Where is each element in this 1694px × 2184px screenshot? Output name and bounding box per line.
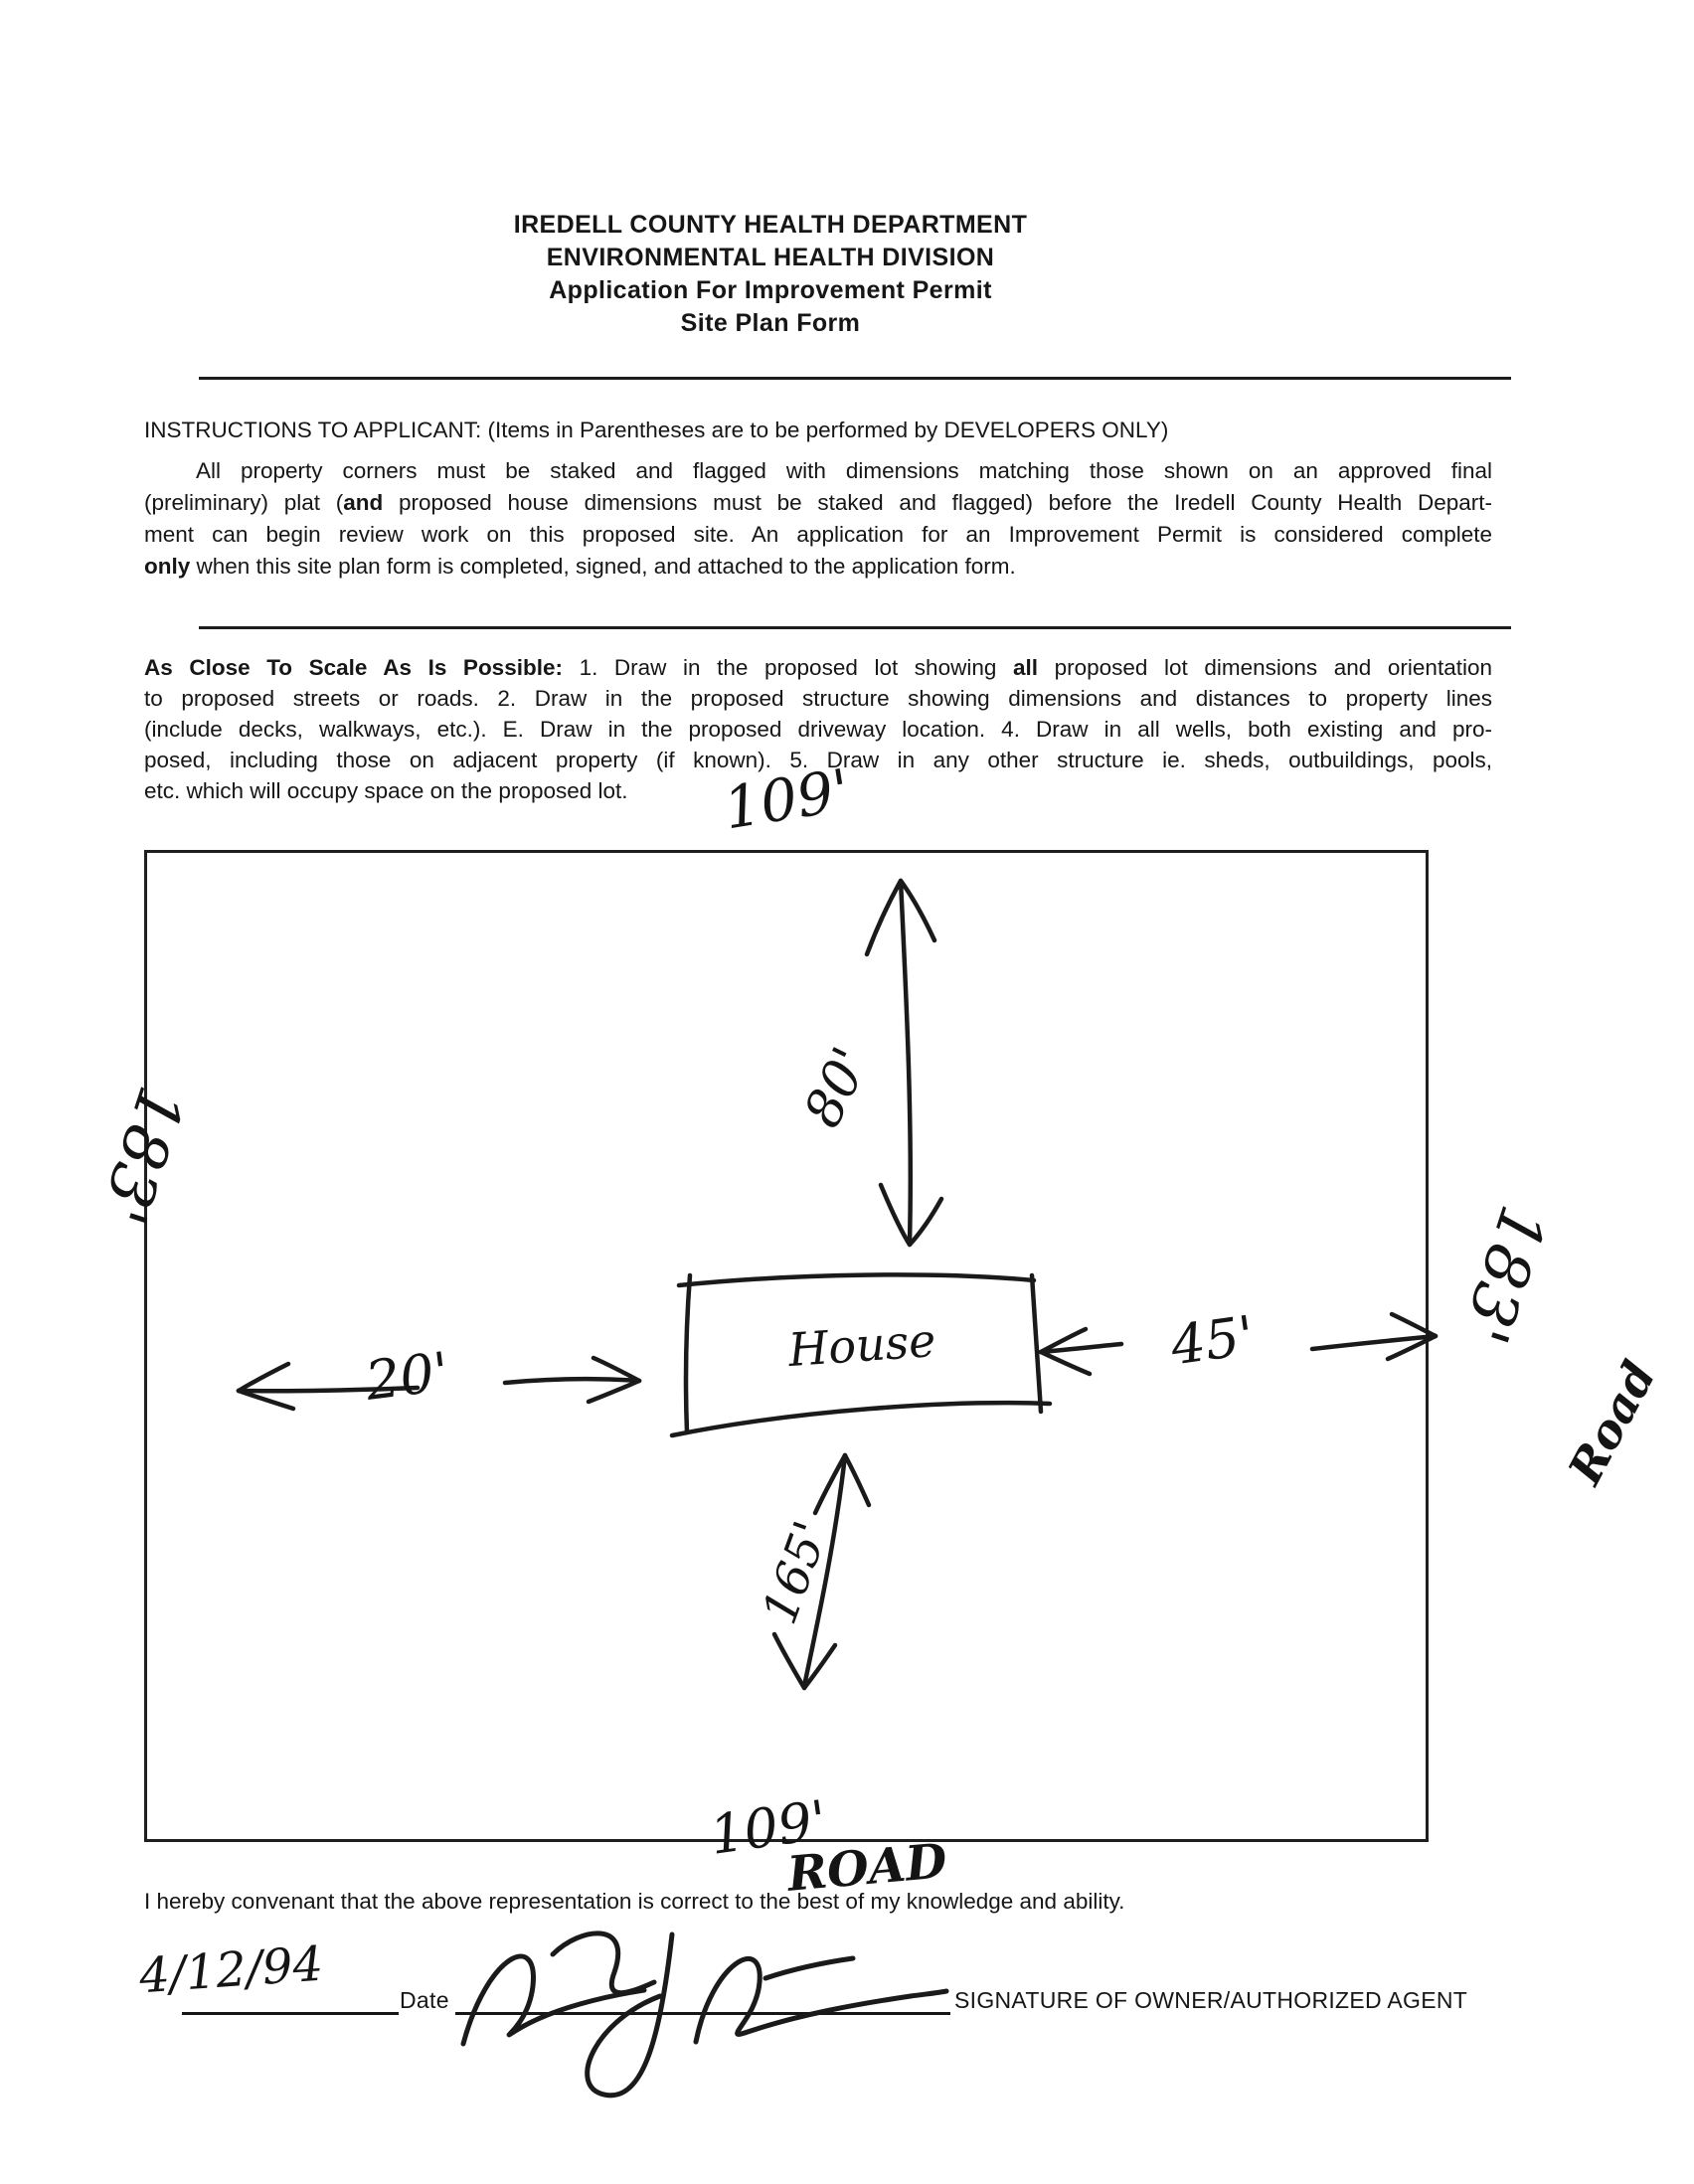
paragraph-line: ment can begin review work on this proposed site. An application for an Improvement Permit is considered complete <box>144 522 1492 547</box>
left-depth-dimension-label: 183' <box>85 1078 198 1233</box>
paragraph-line: (preliminary) plat (and proposed house dimensions must be staked and flagged) before the Iredell County Health Depart- <box>144 490 1492 515</box>
right-setback-dimension-label: 45' <box>1166 1303 1259 1378</box>
paragraph-line: etc. which will occupy space on the proposed lot. <box>144 778 628 803</box>
paragraph-line: posed, including those on adjacent property (if known). 5. Draw in any other structure ie. sheds, outbuildings, pools, <box>144 748 1492 772</box>
paragraph-line: (include decks, walkways, etc.). E. Draw in the proposed driveway location. 4. Draw in all wells, both existing and pro- <box>144 717 1492 742</box>
front-setback-dimension-label: 80' <box>792 1038 882 1137</box>
paragraph-line: to proposed streets or roads. 2. Draw in the proposed structure showing dimensions and distances to property lines <box>144 686 1492 711</box>
bottom-road-label: ROAD <box>784 1833 949 1903</box>
rear-setback-dimension-label: 165' <box>752 1514 840 1631</box>
date-label: Date <box>400 1987 449 2013</box>
header-form-title-line: Site Plan Form <box>680 309 861 337</box>
mid-divider <box>199 626 1511 629</box>
right-depth-dimension-label: 183' <box>1446 1197 1560 1352</box>
signature-caption: SIGNATURE OF OWNER/AUTHORIZED AGENT <box>954 1987 1468 2013</box>
instructions-heading: INSTRUCTIONS TO APPLICANT: (Items in Parentheses are to be performed by DEVELOPERS ONLY) <box>144 418 1169 442</box>
header-division-line: ENVIRONMENTAL HEALTH DIVISION <box>546 244 995 271</box>
paragraph-line: All property corners must be staked and flagged with dimensions matching those shown on an approved final <box>196 458 1492 483</box>
form-header <box>144 209 1397 340</box>
signature-underline <box>455 2012 950 2015</box>
covenant-statement: I hereby convenant that the above representation is correct to the best of my knowledge and ability. <box>144 1889 1125 1914</box>
right-road-label: Road <box>1557 1352 1667 1493</box>
paragraph-line: only when this site plan form is completed, signed, and attached to the application form. <box>144 554 1016 579</box>
bottom-width-dimension-label: 109' <box>706 1788 831 1867</box>
house-label: House <box>786 1312 937 1378</box>
instructions-paragraph <box>144 455 1492 583</box>
paragraph-line: As Close To Scale As Is Possible: 1. Draw in the proposed lot showing all proposed lot dimensions and orientation <box>144 655 1492 680</box>
handwritten-date-value: 4/12/94 <box>137 1935 325 2005</box>
left-setback-dimension-label: 20' <box>362 1340 453 1413</box>
header-department-line: IREDELL COUNTY HEALTH DEPARTMENT <box>513 211 1028 239</box>
header-application-line: Application For Improvement Permit <box>549 276 992 304</box>
top-width-dimension-label: 109' <box>719 756 855 843</box>
top-divider <box>199 377 1511 380</box>
date-underline <box>182 2012 399 2015</box>
